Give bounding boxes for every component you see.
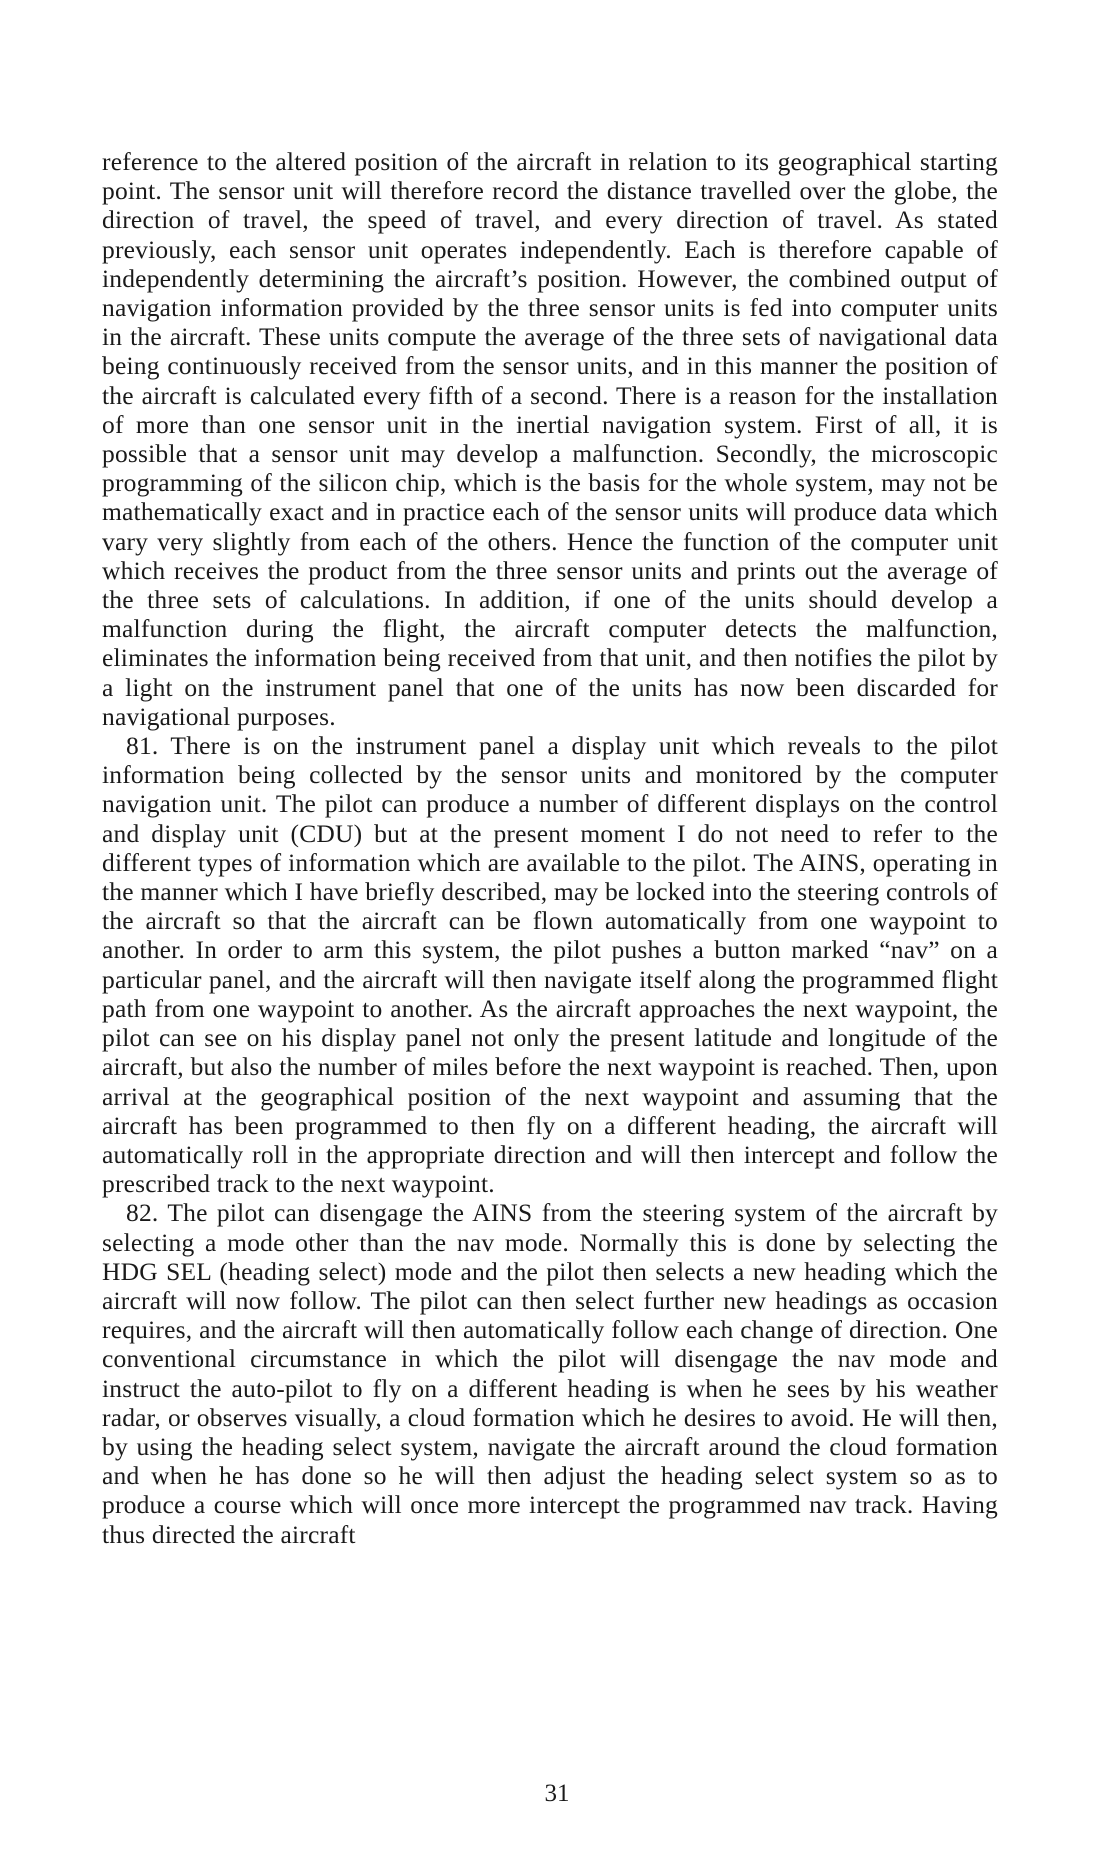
- paragraph-text: The pilot can disengage the AINS from the steering system of the aircraft by selecting a mode other than the nav mode. Normally this is done by selecting the HDG SEL (heading select) mode and the pilot then selects a new heading which the aircraft will now follow. The pilot can then select further new headings as occasion requires, and the aircraft will then automatically follow each change of direction. One conventional circumstance in which the pilot will disengage the nav mode and instruct the auto-pilot to fly on a different heading is when he sees by his weather radar, or observes visually, a cloud formation which he desires to avoid. He will then, by using the heading select system, navigate the aircraft around the cloud formation and when he has done so he will then adjust the heading select system so as to produce a course which will once more intercept the programmed nav track. Having thus directed the aircraft: [102, 1198, 998, 1549]
- paragraph-number: 81.: [126, 731, 159, 761]
- paragraph-82: [102, 1198, 998, 1548]
- paragraph-81: [102, 731, 998, 1198]
- page-number: 31: [544, 1780, 570, 1807]
- paragraph-continuation: [102, 147, 998, 731]
- page-body: [102, 147, 998, 1549]
- paragraph-number: 82.: [126, 1198, 159, 1228]
- paragraph-text: There is on the instrument panel a display unit which reveals to the pilot information being collected by the sensor units and monitored by the computer navigation unit. The pilot can produce a number of different displays on the control and display unit (CDU) but at the present moment I do not need to refer to the different types of information which are available to the pilot. The AINS, operating in the manner which I have briefly described, may be locked into the steering controls of the aircraft so that the aircraft can be flown automatically from one waypoint to another. In order to arm this system, the pilot pushes a button marked “nav” on a particular panel, and the aircraft will then navigate itself along the programmed flight path from one waypoint to another. As the aircraft approaches the next waypoint, the pilot can see on his display panel not only the present latitude and longitude of the aircraft, but also the number of miles before the next waypoint is reached. Then, upon arrival at the geographical position of the next waypoint and assuming that the aircraft has been programmed to then fly on a different heading, the aircraft will automatically roll in the appropriate direction and will then intercept and follow the prescribed track to the next waypoint.: [102, 731, 998, 1199]
- paragraph-text: reference to the altered position of the aircraft in relation to its geographical starting point. The sensor unit will therefore record the distance travelled over the globe, the direction of travel, the speed of travel, and every direction of travel. As stated previously, each sensor unit operates independently. Each is therefore capable of independently determining the aircraft’s position. However, the combined output of navigation information provided by the three sensor units is fed into computer units in the aircraft. These units compute the average of the three sets of navigational data being continuously received from the sensor units, and in this manner the position of the aircraft is calculated every fifth of a second. There is a reason for the installation of more than one sensor unit in the inertial navigation system. First of all, it is possible that a sensor unit may develop a malfunction. Secondly, the microscopic programming of the silicon chip, which is the basis for the whole system, may not be mathematically exact and in practice each of the sensor units will produce data which vary very slightly from each of the others. Hence the function of the computer unit which receives the product from the three sensor units and prints out the average of the three sets of calculations. In addition, if one of the units should develop a malfunction during the flight, the aircraft computer detects the malfunction, eliminates the information being received from that unit, and then notifies the pilot by a light on the instrument panel that one of the units has now been discarded for navigational purposes.: [102, 147, 998, 731]
